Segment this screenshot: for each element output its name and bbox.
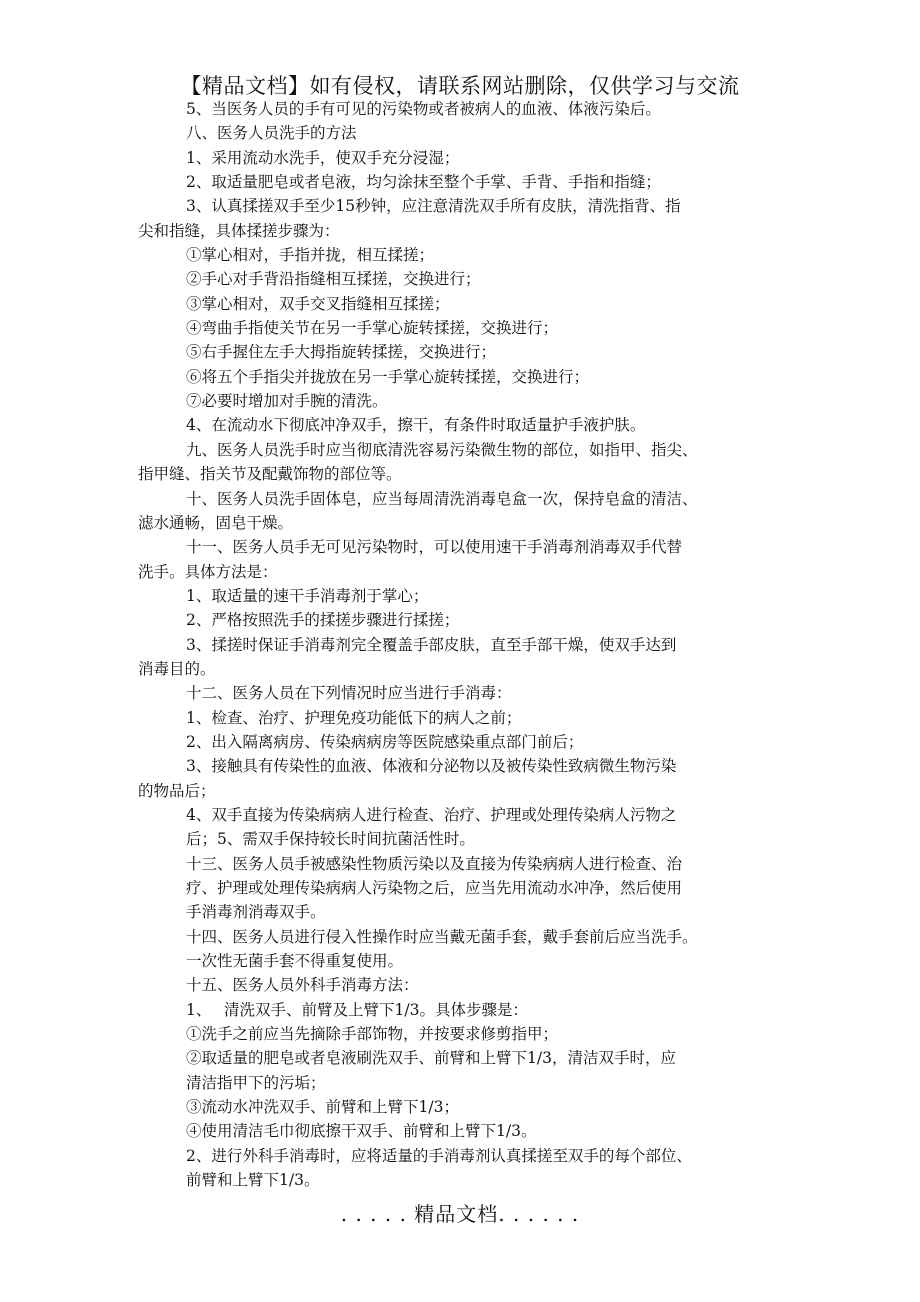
list-item: ②取适量的肥皂或者皂液刷洗双手、前臂和上臂下1/3，清洁双手时，应: [186, 1049, 676, 1068]
paragraph-line: 的物品后；: [138, 781, 216, 800]
section-heading: 九、医务人员洗手时应当彻底清洗容易污染微生物的部位，如指甲、指尖、: [186, 440, 698, 459]
paragraph-line: 一次性无菌手套不得重复使用。: [186, 952, 404, 971]
list-item: ③掌心相对，双手交叉指缝相互揉搓；: [186, 294, 450, 313]
section-heading: 十二、医务人员在下列情况时应当进行手消毒：: [186, 684, 512, 703]
list-item: ⑤右手握住左手大拇指旋转揉搓，交换进行；: [186, 343, 497, 362]
watermark-footer: . . . . . 精品文档. . . . . .: [340, 1202, 580, 1226]
list-item: ①掌心相对，手指并拢，相互揉搓；: [186, 246, 435, 265]
paragraph-line: 后；5、需双手保持较长时间抗菌活性时。: [186, 830, 475, 849]
paragraph-line: 疗、护理或处理传染病病人污染物之后，应当先用流动水冲净，然后使用: [186, 879, 683, 897]
paragraph-line: 尖和指缝，具体揉搓步骤为：: [138, 221, 340, 240]
paragraph-line: 消毒目的。: [138, 659, 216, 678]
paragraph-line: 手消毒剂消毒双手。: [186, 903, 326, 922]
section-heading: 十四、医务人员进行侵入性操作时应当戴无菌手套，戴手套前后应当洗手。: [186, 927, 698, 946]
list-item: ④弯曲手指使关节在另一手掌心旋转揉搓，交换进行；: [186, 319, 559, 338]
list-item: ②手心对手背沿指缝相互揉搓，交换进行；: [186, 270, 481, 289]
list-item: 2、出入隔离病房、传染病病房等医院感染重点部门前后；: [186, 732, 584, 751]
paragraph-line: 洗手。具体方法是：: [138, 562, 278, 581]
list-item: 3、接触具有传染性的血液、体液和分泌物以及被传染性致病微生物污染: [186, 757, 677, 776]
section-heading: 八、医务人员洗手的方法: [186, 124, 357, 143]
section-heading: 十、医务人员洗手固体皂，应当每周清洗消毒皂盒一次，保持皂盒的清洁、: [186, 489, 698, 508]
list-item: 1、取适量的速干手消毒剂于掌心；: [186, 586, 429, 605]
list-item: ④使用清洁毛巾彻底擦干双手、前臂和上臂下1/3。: [186, 1122, 537, 1141]
section-heading: 十五、医务人员外科手消毒方法：: [186, 976, 419, 995]
paragraph-line: 2、取适量肥皂或者皂液，均匀涂抹至整个手掌、手背、手指和指缝；: [186, 173, 661, 192]
list-item: 2、严格按照洗手的揉搓步骤进行揉搓；: [186, 611, 460, 630]
watermark-header: 【精品文档】如有侵权，请联系网站删除，仅供学习与交流: [180, 74, 740, 98]
list-item: 1、 清洗双手、前臂及上臂下1/3。具体步骤是：: [186, 1000, 528, 1019]
paragraph-line: 指甲缝、指关节及配戴饰物的部位等。: [138, 465, 402, 484]
paragraph-line: 5、当医务人员的手有可见的污染物或者被病人的血液、体液污染后。: [186, 100, 661, 118]
list-item: ①洗手之前应当先摘除手部饰物，并按要求修剪指甲；: [186, 1025, 559, 1044]
list-item: 1、检查、治疗、护理免疫功能低下的病人之前；: [186, 708, 522, 727]
paragraph-line: 清洁指甲下的污垢；: [186, 1073, 326, 1092]
section-heading: 十一、医务人员手无可见污染物时，可以使用速干手消毒剂消毒双手代替: [186, 538, 683, 557]
list-item: 4、双手直接为传染病病人进行检查、治疗、护理或处理传染病人污物之: [186, 805, 677, 824]
list-item: ③流动水冲洗双手、前臂和上臂下1/3；: [186, 1098, 459, 1117]
paragraph-line: 前臂和上臂下1/3。: [186, 1171, 320, 1190]
list-item: 3、揉搓时保证手消毒剂完全覆盖手部皮肤，直至手部干燥，使双手达到: [186, 635, 677, 654]
list-item: ⑦必要时增加对手腕的清洗。: [186, 392, 388, 411]
document-body: [138, 97, 798, 1192]
paragraph-line: 3、认真揉搓双手至少15秒钟，应注意清洗双手所有皮肤，清洗指背、指: [186, 197, 681, 216]
paragraph-line: 1、采用流动水洗手，使双手充分浸湿；: [186, 148, 460, 167]
list-item: ⑥将五个手指尖并拢放在另一手掌心旋转揉搓，交换进行；: [186, 367, 590, 386]
paragraph-line: 4、在流动水下彻底冲净双手，擦干，有条件时取适量护手液护肤。: [186, 416, 646, 435]
paragraph-line: 滤水通畅，固皂干燥。: [138, 513, 294, 532]
list-item: 2、进行外科手消毒时，应将适量的手消毒剂认真揉搓至双手的每个部位、: [186, 1146, 692, 1165]
section-heading: 十三、医务人员手被感染性物质污染以及直接为传染病病人进行检查、治: [186, 854, 683, 873]
